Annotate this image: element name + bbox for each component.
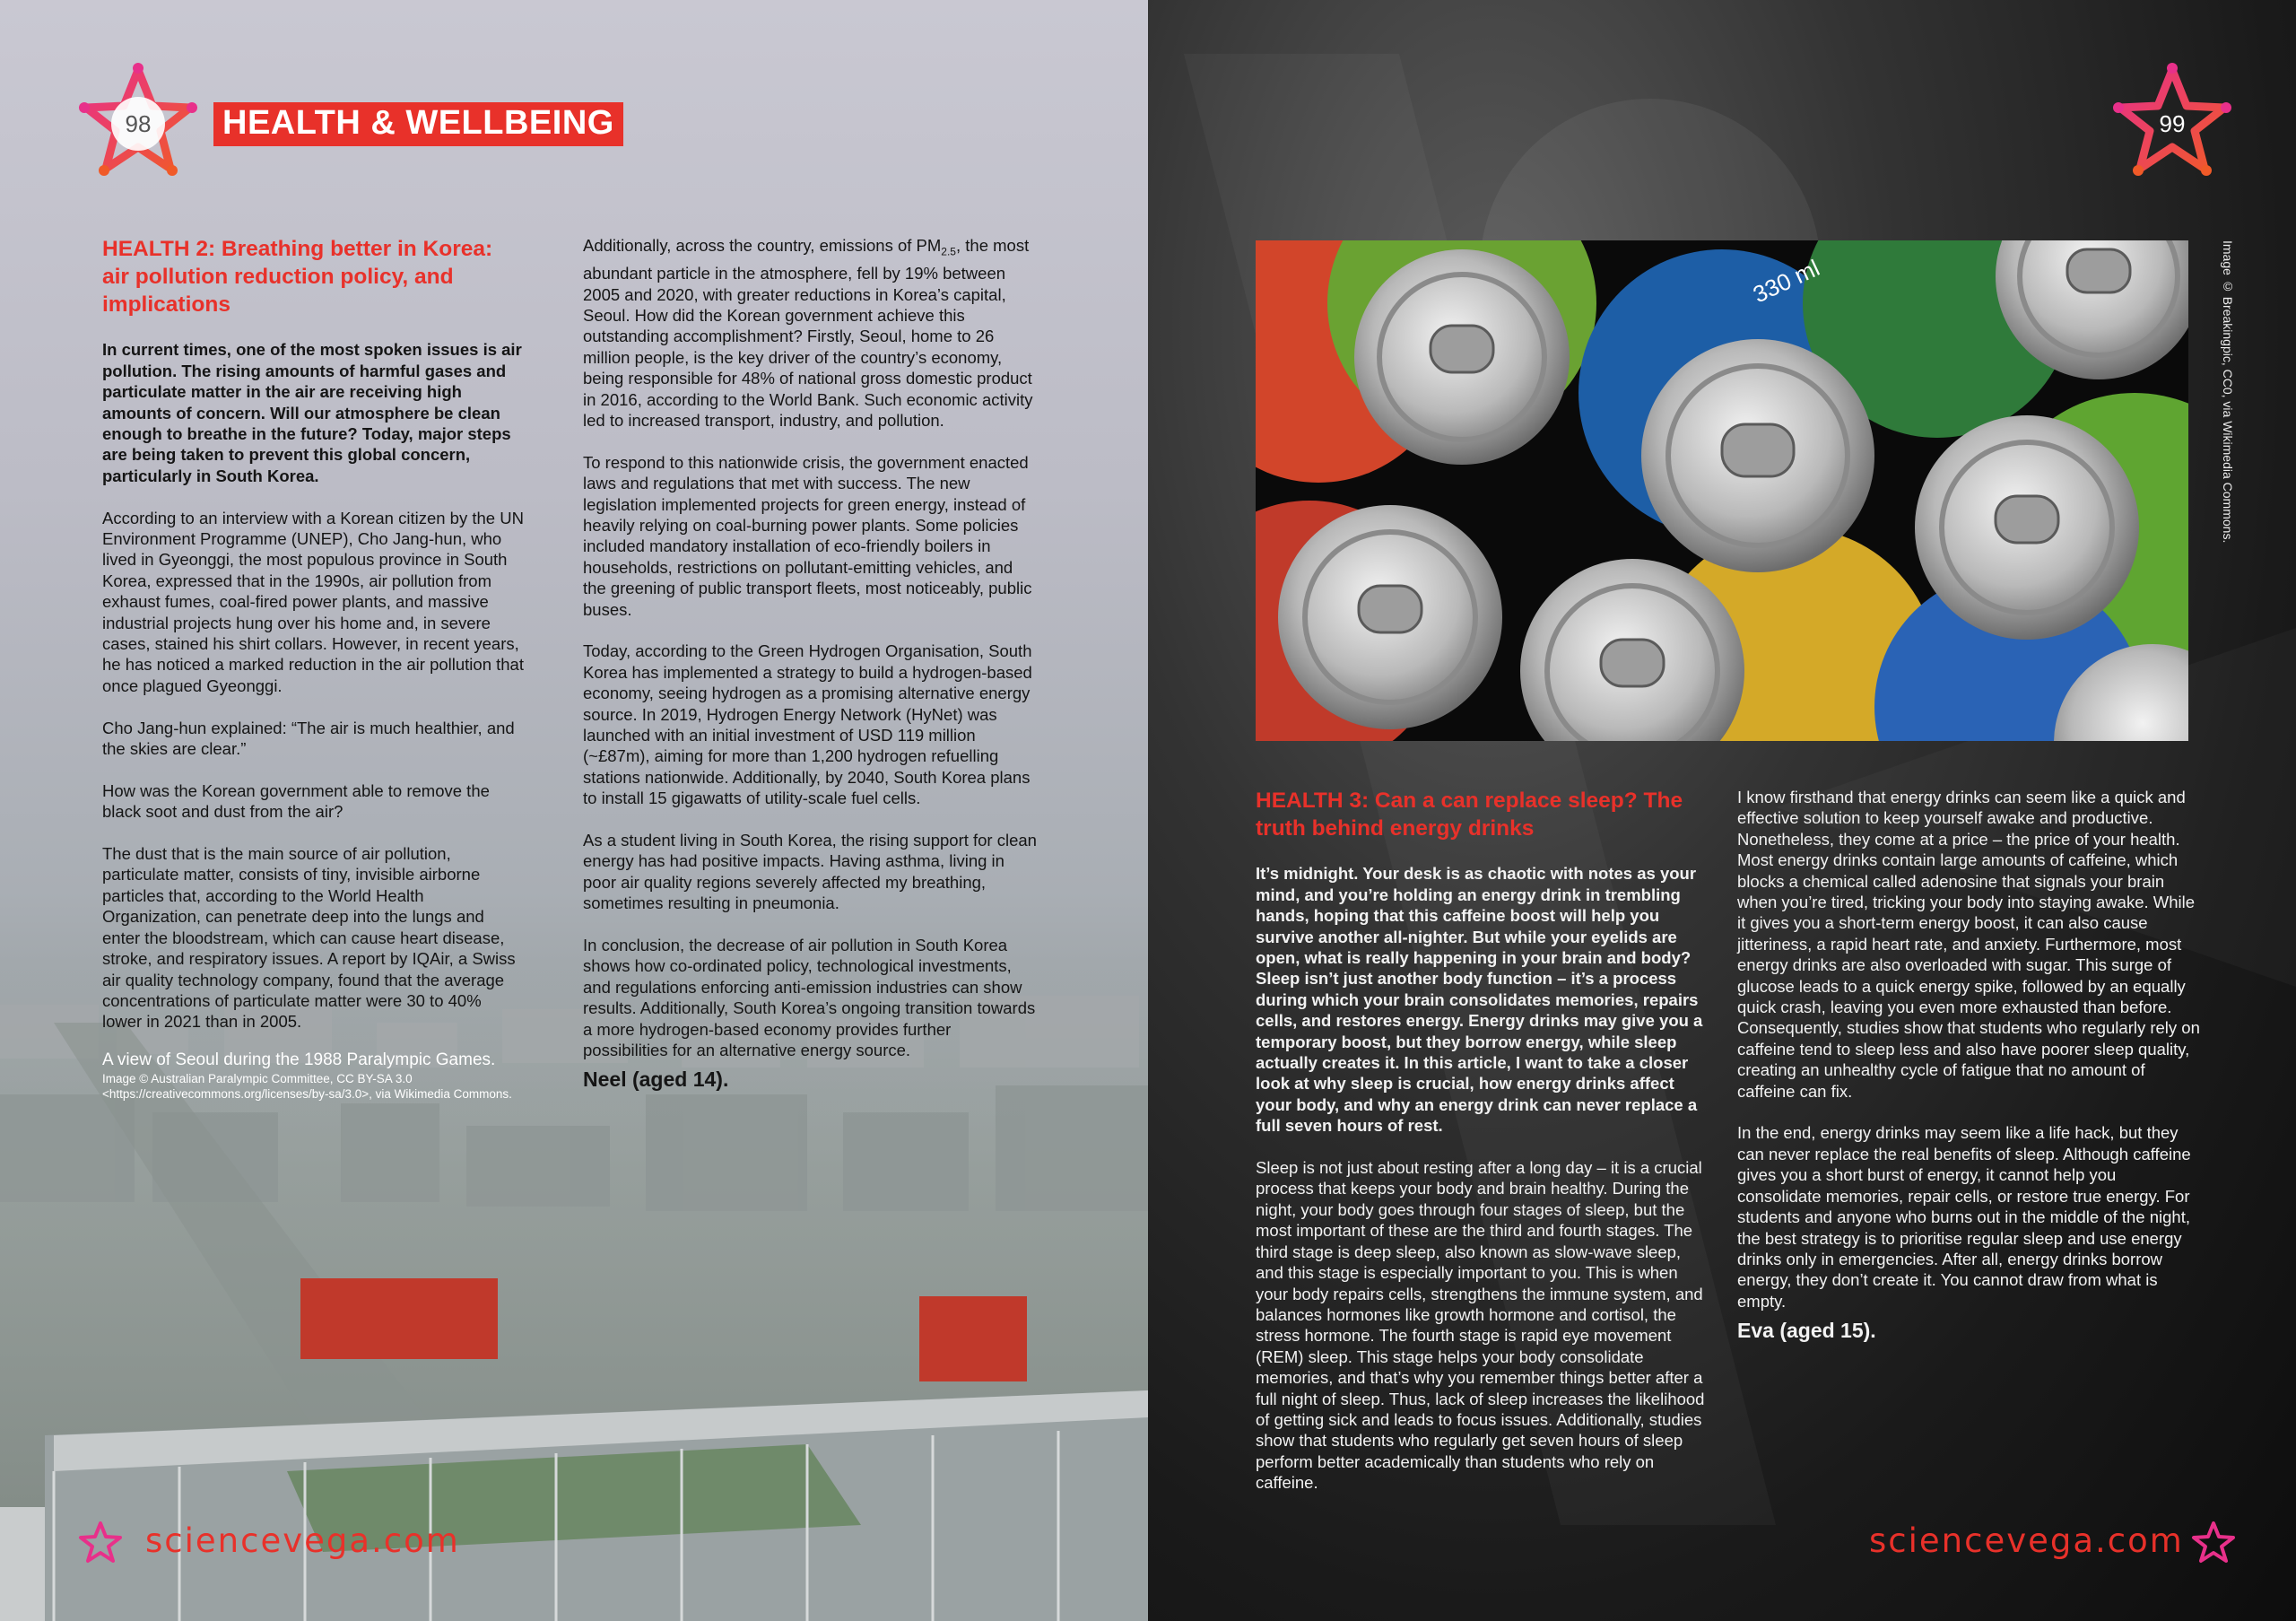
pm-text-continued: , the most abundant particle in the atmosphere, fell by 19% between 2005 and 2020, with greater reductions in Korea’s capital, Seoul. How did the Korean government achieve this outstanding accomplishment? Firstly, Seoul, home to 26 million people, is the key driver of the country’s economy, being responsible for 48% of national gross domestic product in 2016, according to the World Bank. Such economic activity led to increased transport, industry, and pollution. [583, 236, 1033, 430]
photo-credit: Image © Breakingpic, CC0, via Wikimedia Commons. [2221, 240, 2235, 544]
cans-illustration [1256, 240, 2188, 741]
article-author: Eva (aged 15). [1737, 1319, 1876, 1343]
caption-credit: Image © Australian Paralympic Committee, CC BY-SA 3.0 <https://creativecommons.org/licenses/by-sa/3.0>, via Wikimedia Commons. [102, 1072, 512, 1101]
section-banner: HEALTH & WELLBEING [213, 102, 623, 146]
article-paragraph: Cho Jang-hun explained: “The air is much healthier, and the skies are clear.” [102, 718, 515, 759]
pm-subscript: 2.5 [941, 245, 956, 258]
article-column-4 [1737, 787, 2204, 1342]
article-lead: It’s midnight. Your desk is as chaotic with notes as your mind, and you’re holding an energy drink in trembling hands, hoping that this caffeine boost will help you survive another all-nighter. But while your eyelids are open, what is really happening in your brain and body? Sleep isn’t just another body function – it’s a process during which your brain consolidates memories, repairs cells, and restores energy. Energy drinks may give you a temporary boost, but they borrow energy, while sleep actually creates it. In this article, I want to take a closer look at why sleep is crucial, how energy drinks affect your body, and why an energy drink can never replace a full seven hours of rest. [1256, 864, 1703, 1136]
page-number: 99 [2159, 109, 2186, 137]
article-paragraph: As a student living in South Korea, the rising support for clean energy has had positive impacts. Having asthma, living in poor air quality regions severely affected my breathing, sometimes resulting in pneumonia. [583, 831, 1037, 913]
article-column-2 [583, 235, 1040, 1091]
page-number: 98 [125, 109, 152, 137]
article-headline: HEALTH 3: Can a can replace sleep? The truth behind energy drinks [1256, 789, 1683, 841]
article-column-1 [102, 235, 524, 1053]
article-paragraph: The dust that is the main source of air pollution, particulate matter, consists of tiny, invisible airborne particles that, according to the World Health Organization, can penetrate deep into the lungs and enter the bloodstream, which can cause heart disease, stroke, and respiratory issues. A report by IQAir, a Swiss air quality technology company, found that the average concentrations of particulate matter were 30 to 40% lower in 2021 than in 2005. [102, 844, 516, 1032]
pm-text: Additionally, across the country, emissions of PM [583, 236, 942, 255]
footer-url[interactable]: sciencevega.com [1869, 1521, 2184, 1560]
article-paragraph: In conclusion, the decrease of air pollution in South Korea shows how co-ordinated policy, technological investments, and regulations enforcing anti-emission industries can show results. Additionally, South Korea’s ongoing transition towards a more hydrogen-based economy provides further possibilities for an alternative energy source. [583, 936, 1036, 1060]
article-paragraph [583, 235, 1040, 431]
energy-drink-cans-photo [1256, 240, 2188, 741]
article-paragraph: How was the Korean government able to remove the black soot and dust from the air? [102, 780, 490, 822]
article-paragraph: Today, according to the Green Hydrogen Organisation, South Korea has implemented a strategy to build a hydrogen-based economy, seeing hydrogen as a promising alternative energy source. In 2019, Hydrogen Energy Network (HyNet) was launched with an initial investment of USD 119 million (~£87m), aiming for more than 1,200 hydrogen refuelling stations nationwide. Additionally, by 2040, South Korea plans to install 15 gigawatts of utility-scale fuel cells. [583, 641, 1032, 808]
footer-url[interactable]: sciencevega.com [145, 1521, 460, 1560]
small-star-icon [77, 1520, 124, 1566]
article-paragraph: According to an interview with a Korean citizen by the UN Environment Programme (UNEP), Cho Jang-hun, who lived in Gyeonggi, the most populous province in South Korea, expressed that in the 1990s, air pollution from exhaust fumes, coal-fired power plants, and massive industrial projects hung over his home and, in severe cases, stained his shirt collars. However, in recent years, he has noticed a marked reduction in the air pollution that once plagued Gyeonggi. [102, 508, 524, 695]
article-paragraph: Sleep is not just about resting after a long day – it is a crucial process that keeps your body and brain healthy. During the night, your body goes through four stages of sleep, but the most important of these are the third and fourth stages. The third stage is deep sleep, also known as slow-wave sleep, and this stage is especially important to you. This is when your body repairs cells, strengthens the immune system, and balances hormones like growth hormone and cortisol, the stress hormone. The fourth stage is rapid eye movement (REM) sleep. This stage helps your body consolidate memories, and that’s why you remember things better after a full night of sleep. Thus, lack of sleep increases the likelihood of getting sick and leads to focus issues. Additionally, studies show that students who regularly get seven hours of sleep perform better academically than students who rely on caffeine. [1256, 1158, 1705, 1493]
article-paragraph: In the end, energy drinks may seem like a life hack, but they can never replace the real benefits of sleep. Although caffeine gives you a short burst of energy, it cannot help you consolidate memories, repair cells, or restore true energy. For students and anyone who burns out in the middle of the night, the best strategy is to prioritise regular sleep and use energy drinks only in emergencies. After all, energy drinks borrow energy, they don’t create it. You cannot draw from what is empty. [1737, 1123, 2191, 1311]
article-author: Neel (aged 14). [583, 1068, 729, 1092]
can-volume-label: 330 ml [1748, 254, 1824, 309]
photo-caption [102, 1050, 551, 1102]
article-paragraph: To respond to this nationwide crisis, the government enacted laws and regulations that met with success. The new legislation implemented projects for green energy, instead of heavily relying on coal-burning power plants. Some policies included mandatory installation of eco-friendly boilers in households, restrictions on pollutant-emitting vehicles, and the greening of public transport fleets, most noticeably, public buses. [583, 452, 1032, 619]
article-headline: HEALTH 2: Breathing better in Korea: air pollution reduction policy, and implications [102, 237, 493, 317]
small-star-icon [2190, 1520, 2237, 1566]
article-column-3 [1256, 787, 1713, 1514]
article-lead: In current times, one of the most spoken issues is air pollution. The rising amounts of harmful gases and particulate matter in the air are receiving high amounts of concern. Will our atmosphere be clean enough to breathe in the future? Today, major steps are being taken to prevent this global concern, particularly in South Korea. [102, 340, 522, 485]
caption-title: A view of Seoul during the 1988 Paralympic Games. [102, 1050, 496, 1069]
page-number-badge [2109, 61, 2235, 187]
article-paragraph: I know firsthand that energy drinks can seem like a quick and effective solution to keep yourself awake and productive. Nonetheless, they come at a price – the price of your health. Most energy drinks contain large amounts of caffeine, which blocks a chemical called adenosine that signals your brain when you’re tired, tricking your body into staying awake. While it gives you a short-term energy boost, it can also cause jitteriness, a rapid heart rate, and anxiety. Furthermore, most energy drinks are also overloaded with sugar. This surge of glucose leads to a quick energy spike, followed by an equally quick crash, leaving you even more exhausted than before. Consequently, studies show that students who regularly rely on caffeine tend to sleep less and also have poorer sleep quality, creating an unhealthy cycle of fatigue that no amount of caffeine can fix. [1737, 788, 2200, 1101]
page-number-badge [75, 61, 201, 187]
